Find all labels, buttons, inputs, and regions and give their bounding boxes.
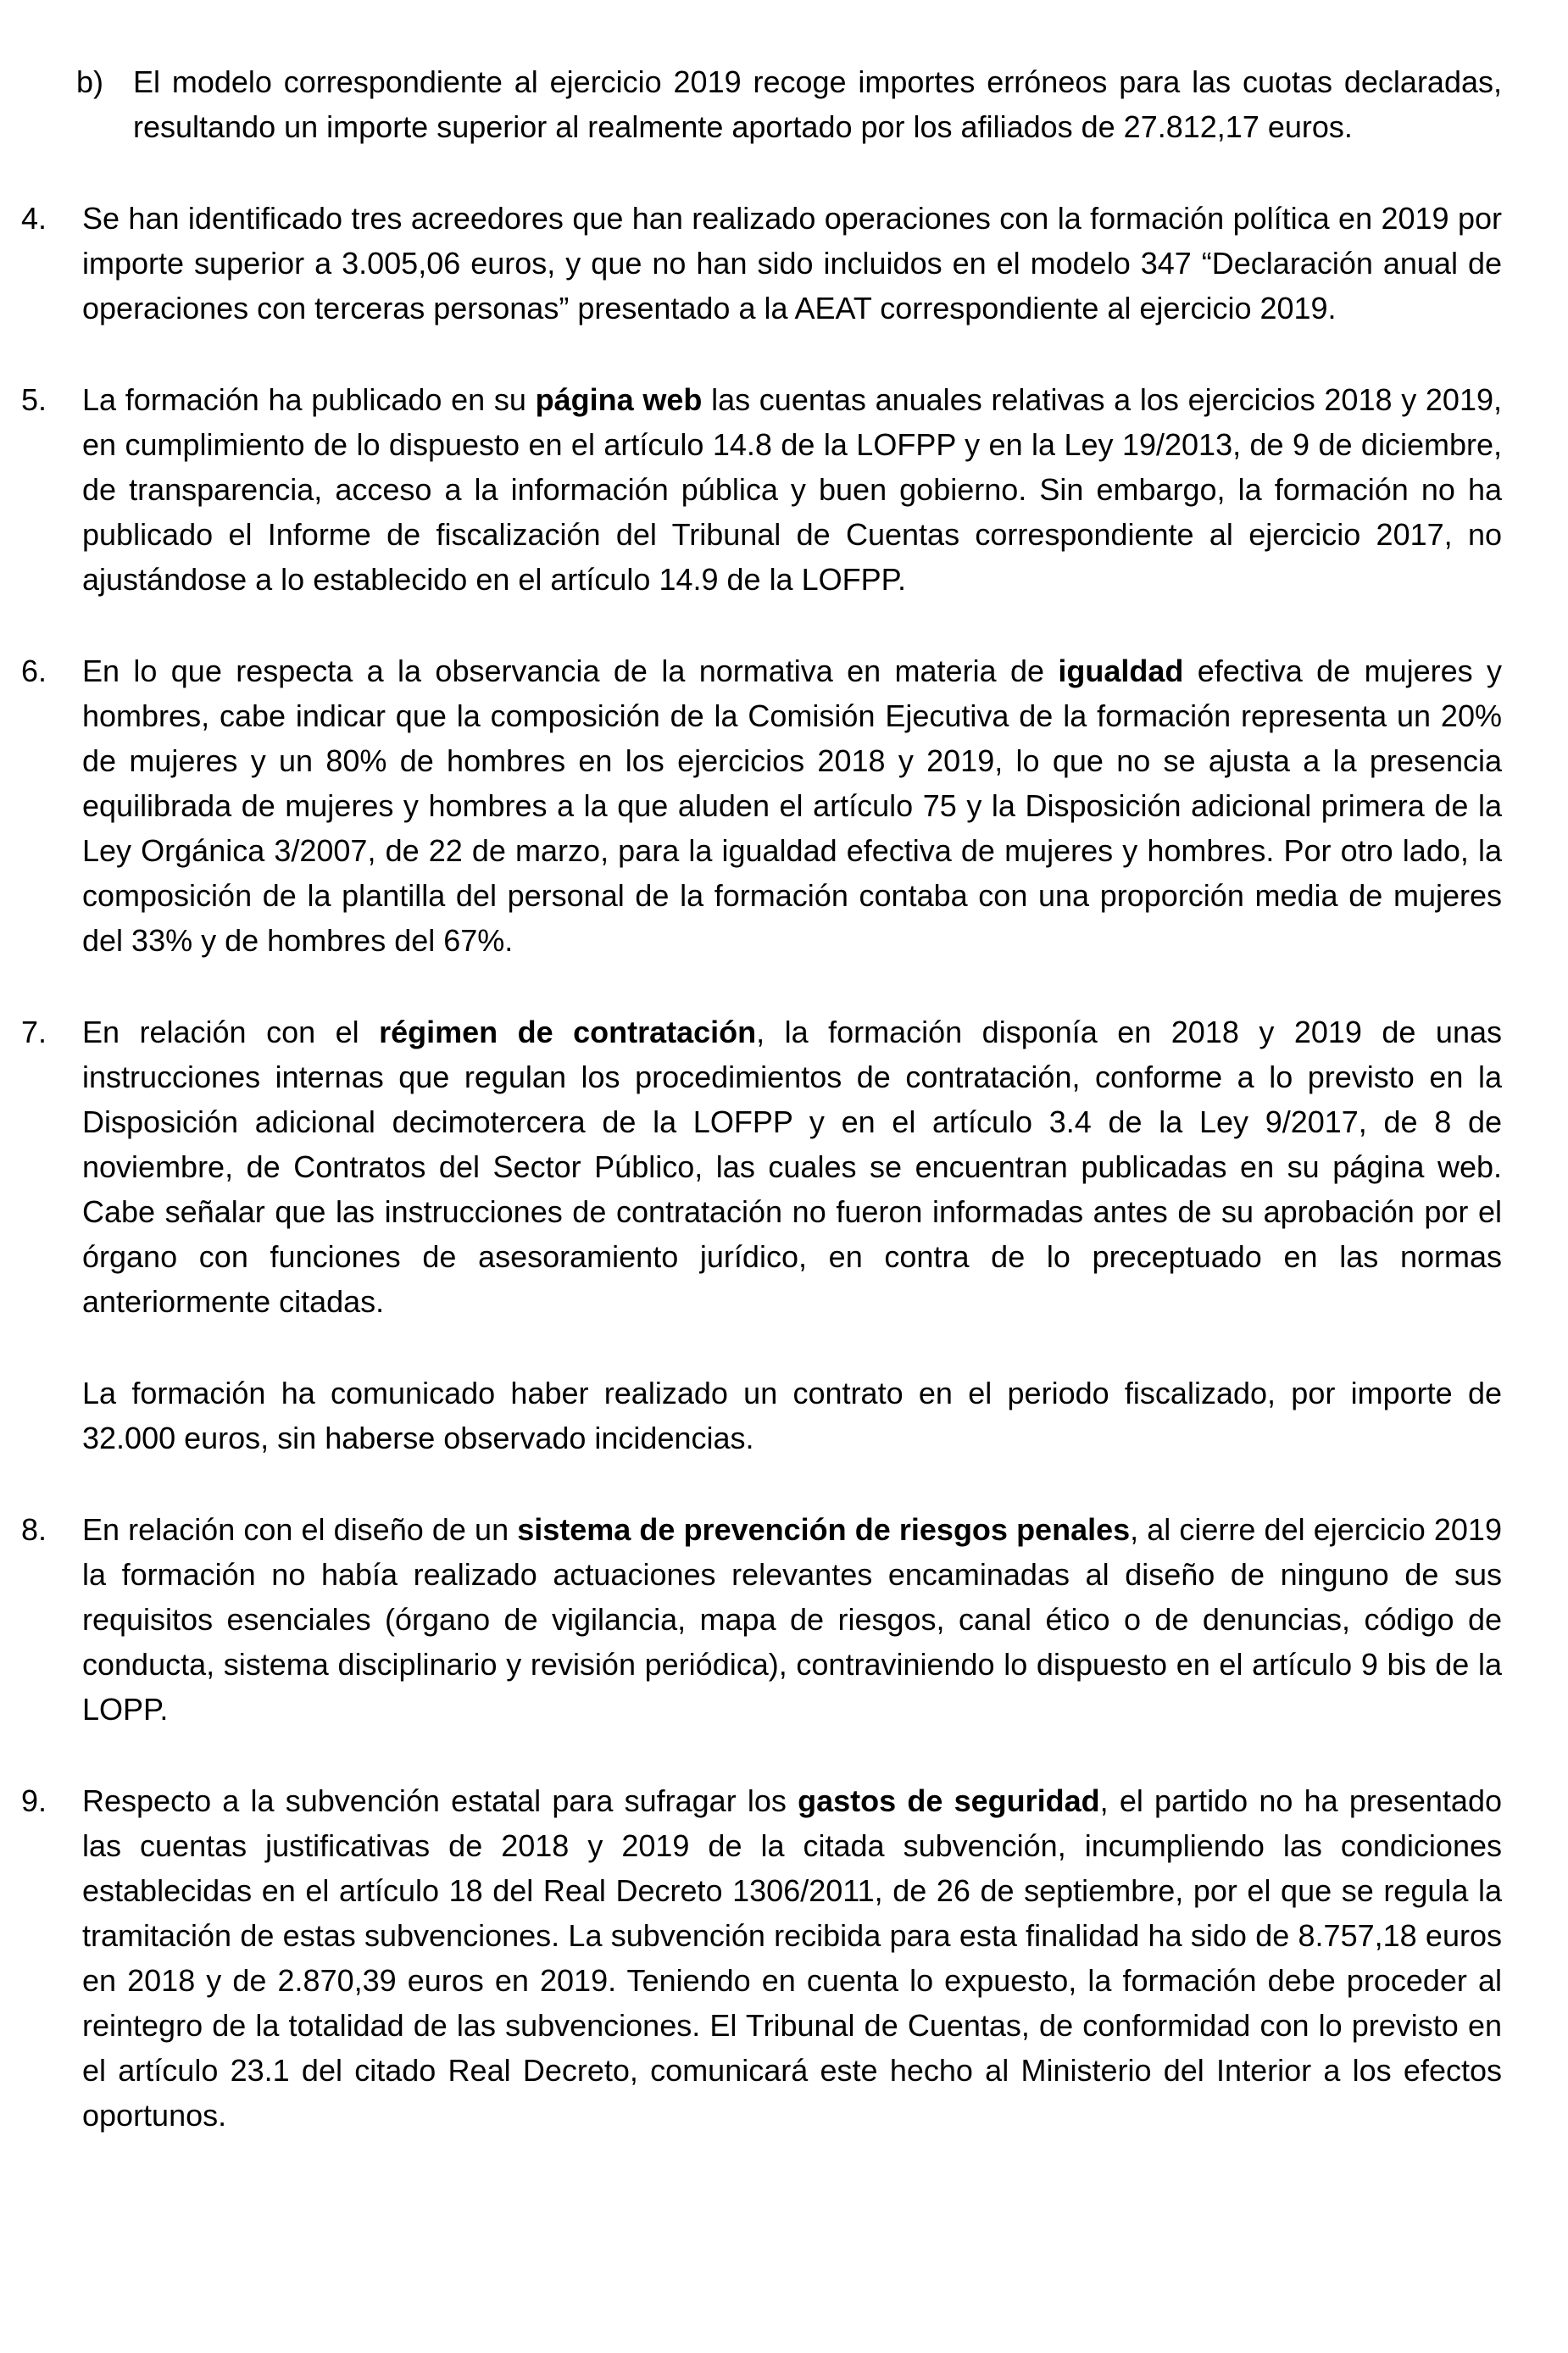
item-text: La formación ha publicado en su página web las cuentas anuales relativas a los ejercicios 2018 y 2019, en cumplimiento de lo dispuesto en el artículo 14.8 de la LOFPP y en la Ley 19/2013, de 9 de diciembre, de transparencia, acceso a la información pública y buen gobierno. Sin embargo, la formación no ha publicado el Informe de fiscalización del Tribunal de Cuentas correspondiente al ejercicio 2017, no ajustándose a lo establecido en el artículo 14.9 de la LOFPP. bbox=[82, 382, 1502, 597]
paragraph-list bbox=[21, 59, 1502, 2138]
item-text: La formación ha comunicado haber realizado un contrato en el periodo fiscalizado, por importe de 32.000 euros, sin haberse observado incidencias. bbox=[82, 1376, 1502, 1455]
bold-emphasis: gastos de seguridad bbox=[798, 1783, 1100, 1818]
list-item bbox=[21, 1010, 1502, 1324]
bold-emphasis: régimen de contratación bbox=[379, 1015, 757, 1049]
item-text: El modelo correspondiente al ejercicio 2019 recoge importes erróneos para las cuotas declaradas, resultando un importe superior al realmente aportado por los afiliados de 27.812,17 euros. bbox=[133, 64, 1502, 144]
item-marker: 7. bbox=[21, 1015, 47, 1049]
list-item bbox=[21, 1371, 1502, 1460]
list-item bbox=[21, 196, 1502, 331]
bold-emphasis: igualdad bbox=[1058, 654, 1184, 688]
list-item bbox=[21, 1507, 1502, 1732]
list-item bbox=[21, 1778, 1502, 2138]
item-text: Se han identificado tres acreedores que han realizado operaciones con la formación política en 2019 por importe superior a 3.005,06 euros, y que no han sido incluidos en el modelo 347 “Declaración anual de operaciones con terceras personas” presentado a la AEAT correspondiente al ejercicio 2019. bbox=[82, 201, 1502, 325]
list-item bbox=[76, 59, 1502, 149]
bold-emphasis: sistema de prevención de riesgos penales bbox=[517, 1512, 1131, 1547]
item-text: En lo que respecta a la observancia de la normativa en materia de igualdad efectiva de mujeres y hombres, cabe indicar que la composición de la Comisión Ejecutiva de la formación representa un 20% de mujeres y un 80% de hombres en los ejercicios 2018 y 2019, lo que no se ajusta a la presencia equilibrada de mujeres y hombres a la que aluden el artículo 75 y la Disposición adicional primera de la Ley Orgánica 3/2007, de 22 de marzo, para la igualdad efectiva de mujeres y hombres. Por otro lado, la composición de la plantilla del personal de la formación contaba con una proporción media de mujeres del 33% y de hombres del 67%. bbox=[82, 654, 1502, 958]
list-item bbox=[21, 648, 1502, 963]
item-marker: 6. bbox=[21, 654, 47, 688]
item-marker: 5. bbox=[21, 382, 47, 417]
item-marker: 9. bbox=[21, 1783, 47, 1818]
item-text: Respecto a la subvención estatal para sufragar los gastos de seguridad, el partido no ha presentado las cuentas justificativas de 2018 y 2019 de la citada subvención, incumpliendo las condiciones establecidas en el artículo 18 del Real Decreto 1306/2011, de 26 de septiembre, por el que se regula la tramitación de estas subvenciones. La subvención recibida para esta finalidad ha sido de 8.757,18 euros en 2018 y de 2.870,39 euros en 2019. Teniendo en cuenta lo expuesto, la formación debe proceder al reintegro de la totalidad de las subvenciones. El Tribunal de Cuentas, de conformidad con lo previsto en el artículo 23.1 del citado Real Decreto, comunicará este hecho al Ministerio del Interior a los efectos oportunos. bbox=[82, 1783, 1502, 2133]
item-marker bbox=[21, 1371, 82, 1460]
item-marker: 8. bbox=[21, 1512, 47, 1547]
bold-emphasis: página web bbox=[535, 382, 703, 417]
item-text: En relación con el diseño de un sistema de prevención de riesgos penales, al cierre del ejercicio 2019 la formación no había realizado actuaciones relevantes encaminadas al diseño de ninguno de sus requisitos esenciales (órgano de vigilancia, mapa de riesgos, canal ético o de denuncias, código de conducta, sistema disciplinario y revisión periódica), contraviniendo lo dispuesto en el artículo 9 bis de la LOPP. bbox=[82, 1512, 1502, 1727]
list-item bbox=[21, 377, 1502, 602]
item-marker: 4. bbox=[21, 201, 47, 236]
item-marker: b) bbox=[76, 64, 104, 99]
item-text: En relación con el régimen de contratación, la formación disponía en 2018 y 2019 de unas instrucciones internas que regulan los procedimientos de contratación, conforme a lo previsto en la Disposición adicional decimotercera de la LOFPP y en el artículo 3.4 de la Ley 9/2017, de 8 de noviembre, de Contratos del Sector Público, las cuales se encuentran publicadas en su página web. Cabe señalar que las instrucciones de contratación no fueron informadas antes de su aprobación por el órgano con funciones de asesoramiento jurídico, en contra de lo preceptuado en las normas anteriormente citadas. bbox=[82, 1015, 1502, 1319]
